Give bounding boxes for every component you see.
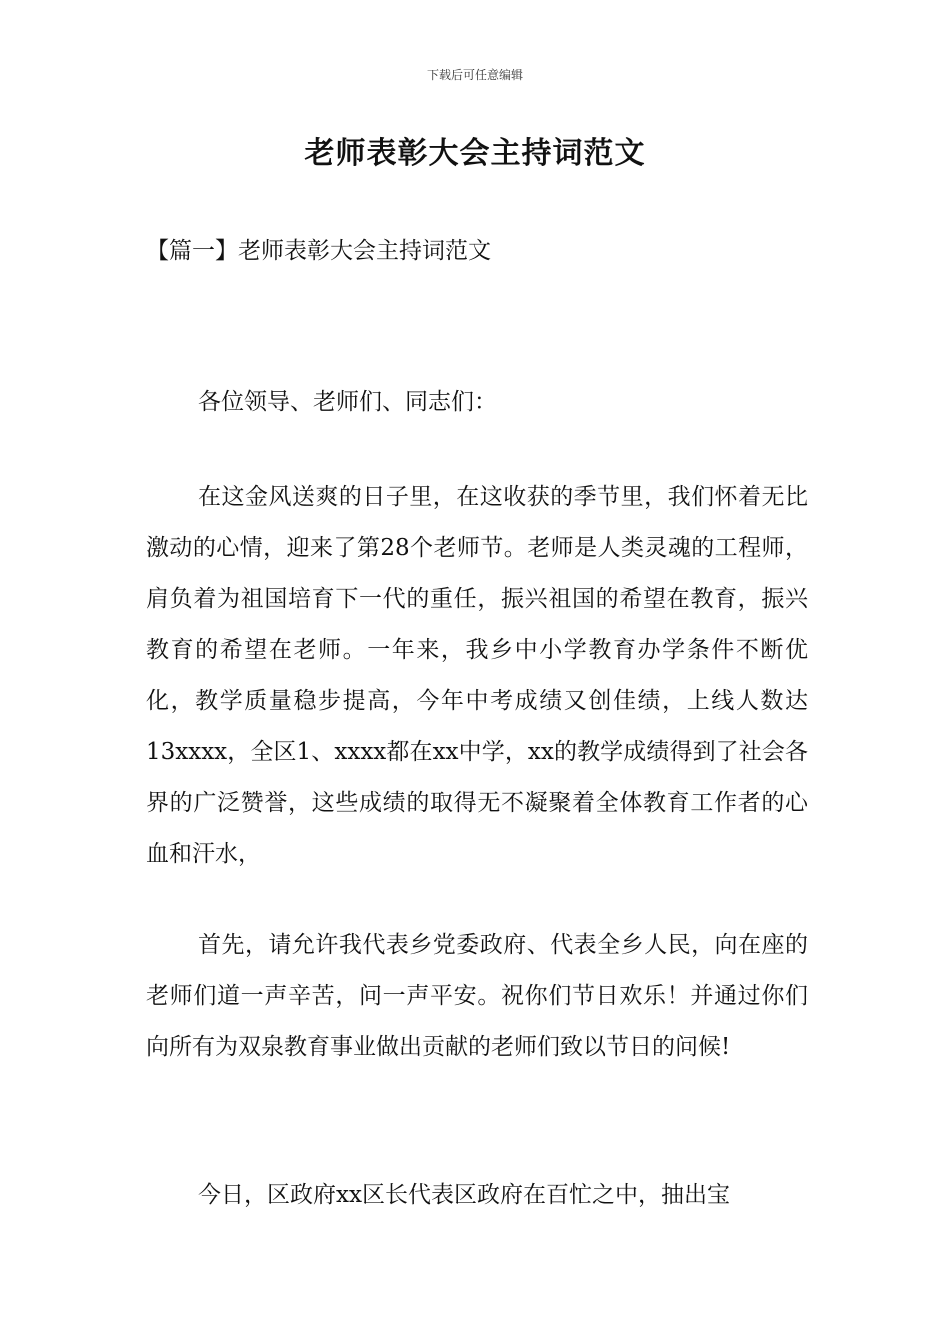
body-paragraph: 在这金风送爽的日子里，在这收获的季节里，我们怀着无比激动的心情，迎来了第28个老师节。老师是人类灵魂的工程师，肩负着为祖国培育下一代的重任，振兴祖国的希望在教育，振兴教育的希望在老师。一年来，我乡中小学教育办学条件不断优化，教学质量稳步提高，今年中考成绩又创佳绩，上线人数达13xxxx，全区1、xxxx都在xx中学，xx的教学成绩得到了社会各界的广泛赞誉，这些成绩的取得无不凝聚着全体教育工作者的心血和汗水， [146,484,808,867]
header-note: 下载后可任意编辑 [426,68,523,82]
salutation-paragraph: 各位领导、老师们、同志们： [198,389,497,415]
body-paragraph: 首先，请允许我代表乡党委政府、代表全乡人民，向在座的老师们道一声辛苦，问一声平安。祝你们节日欢乐！并通过你们向所有为双泉教育事业做出贡献的老师们致以节日的问候! [146,932,808,1060]
section-heading: 【篇一】老师表彰大会主持词范文 [146,238,491,264]
document-title: 老师表彰大会主持词范文 [304,136,646,171]
body-paragraph: 今日，区政府xx区长代表区政府在百忙之中，抽出宝 [198,1182,730,1208]
